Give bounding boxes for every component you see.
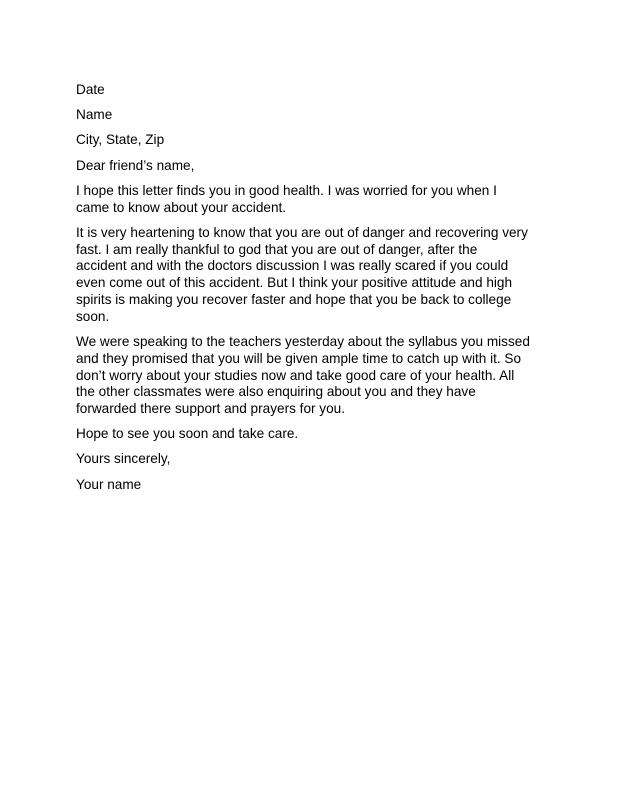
paragraph-1: [76, 183, 566, 217]
paragraph-2-line: fast. I am really thankful to god that you are out of danger, after the: [76, 241, 478, 257]
sender-address: City, State, Zip: [76, 132, 165, 148]
paragraph-3-line: forwarded there support and prayers for you.: [76, 401, 346, 417]
sender-name: Name: [76, 107, 113, 123]
paragraph-2-line: It is very heartening to know that you are out of danger and recovering very: [76, 224, 528, 240]
paragraph-3-line: the other classmates were also enquiring about you and they have: [76, 384, 476, 400]
sign-off: Yours sincerely,: [76, 451, 171, 467]
letter-page: [76, 82, 566, 502]
letter-date: Date: [76, 82, 105, 97]
paragraph-2-line: spirits is making you recover faster and hope that you be back to college: [76, 291, 512, 307]
paragraph-3: [76, 334, 566, 418]
paragraph-1-line: came to know about your accident.: [76, 199, 287, 215]
salutation: Dear friend’s name,: [76, 157, 195, 173]
closing-line: Hope to see you soon and take care.: [76, 426, 299, 442]
paragraph-1-line: I hope this letter finds you in good health. I was worried for you when I: [76, 182, 497, 198]
paragraph-2-line: even come out of this accident. But I think your positive attitude and high: [76, 275, 513, 291]
signature: Your name: [76, 476, 142, 492]
paragraph-2-line: accident and with the doctors discussion I was really scared if you could: [76, 258, 509, 274]
paragraph-2-line: soon.: [76, 308, 110, 324]
paragraph-3-line: We were speaking to the teachers yesterday about the syllabus you missed: [76, 333, 530, 349]
paragraph-3-line: and they promised that you will be given ample time to catch up with it. So: [76, 350, 522, 366]
paragraph-2: [76, 225, 566, 326]
paragraph-3-line: don’t worry about your studies now and take good care of your health. All: [76, 367, 515, 383]
